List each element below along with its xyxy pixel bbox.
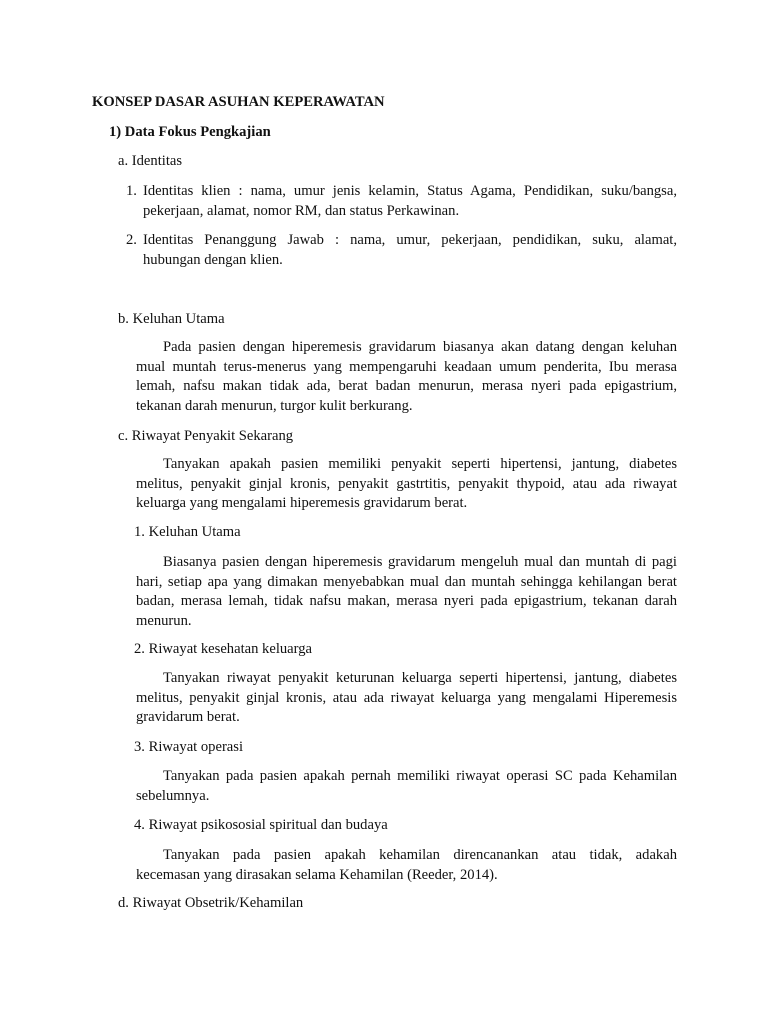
list-item-identitas-penanggung-jawab — [143, 231, 677, 270]
text-line: tekanan darah menurun, turgor kulit berkurang. — [136, 397, 413, 414]
text-line: badan, merasa lemah, tidak nafsu makan, merasa nyeri pada epigastrium, tekanan darah — [136, 593, 677, 610]
text-line: Identitas Penanggung Jawab : nama, umur, pekerjaan, pendidikan, suku, alamat, — [143, 232, 677, 248]
paragraph-riwayat-kesehatan-keluarga — [136, 669, 677, 728]
paragraph-keluhan-utama-2 — [136, 553, 677, 631]
subheading-keluhan-utama-2: 1. Keluhan Utama — [134, 524, 241, 540]
text-line: melitus, penyakit ginjal kronis, penyakit gastrtitis, penyakit thypoid, atau ada riwayat — [136, 475, 677, 492]
doc-title: KONSEP DASAR ASUHAN KEPERAWATAN — [92, 94, 385, 110]
text-line: Pada pasien dengan hiperemesis gravidarum biasanya akan datang dengan keluhan — [163, 339, 677, 355]
list-number: 1. — [126, 183, 137, 199]
list-item-identitas-klien — [143, 182, 677, 221]
paragraph-keluhan-utama — [136, 338, 677, 416]
paragraph-riwayat-operasi — [136, 767, 677, 806]
text-line: Identitas klien : nama, umur jenis kelamin, Status Agama, Pendidikan, suku/bangsa, — [143, 183, 677, 199]
subheading-identitas: a. Identitas — [118, 153, 183, 169]
text-line: pekerjaan, alamat, nomor RM, dan status Perkawinan. — [143, 202, 460, 219]
text-line: gravidarum berat. — [136, 709, 240, 726]
text-line: mual muntah terus-menerus yang mempengaruhi keadaan umum penderita, Ibu merasa — [136, 358, 677, 375]
subheading-keluhan-utama: b. Keluhan Utama — [118, 311, 225, 327]
subheading-riwayat-operasi: 3. Riwayat operasi — [134, 739, 244, 755]
text-line: Tanyakan pada pasien apakah pernah memiliki riwayat operasi SC pada Kehamilan — [163, 768, 677, 784]
text-line: Tanyakan pada pasien apakah kehamilan direncanankan atau tidak, adakah — [163, 847, 677, 863]
text-line: hari, setiap apa yang dimakan menyebabkan mual dan muntah sehingga kehilangan berat — [136, 573, 677, 590]
section-heading-data-fokus: 1) Data Fokus Pengkajian — [109, 124, 271, 140]
text-line: menurun. — [136, 612, 192, 629]
text-line: Tanyakan riwayat penyakit keturunan keluarga seperti hipertensi, jantung, diabetes — [163, 670, 677, 686]
text-line: kecemasan yang dirasakan selama Kehamilan (Reeder, 2014). — [136, 866, 498, 883]
subheading-riwayat-psikososial: 4. Riwayat psikososial spiritual dan budaya — [134, 817, 388, 833]
text-line: keluarga yang mengalami hiperemesis gravidarum berat. — [136, 495, 468, 512]
text-line: Tanyakan apakah pasien memiliki penyakit seperti hipertensi, jantung, diabetes — [163, 456, 677, 472]
subheading-riwayat-obsetrik: d. Riwayat Obsetrik/Kehamilan — [118, 895, 304, 911]
paragraph-riwayat-psikososial — [136, 846, 677, 885]
list-number: 2. — [126, 232, 137, 248]
text-line: melitus, penyakit ginjal kronis, atau ada riwayat keluarga yang mengalami Hiperemesis — [136, 689, 677, 706]
subheading-riwayat-kesehatan-keluarga: 2. Riwayat kesehatan keluarga — [134, 641, 313, 657]
subheading-riwayat-penyakit-sekarang: c. Riwayat Penyakit Sekarang — [118, 428, 294, 444]
text-line: lemah, nafsu makan tidak ada, berat badan menurun, merasa nyeri pada epigastrium, — [136, 378, 677, 395]
text-line: hubungan dengan klien. — [143, 251, 283, 268]
text-line: sebelumnya. — [136, 787, 210, 804]
paragraph-riwayat-penyakit-sekarang — [136, 455, 677, 514]
text-line: Biasanya pasien dengan hiperemesis gravidarum mengeluh mual dan muntah di pagi — [163, 554, 677, 570]
